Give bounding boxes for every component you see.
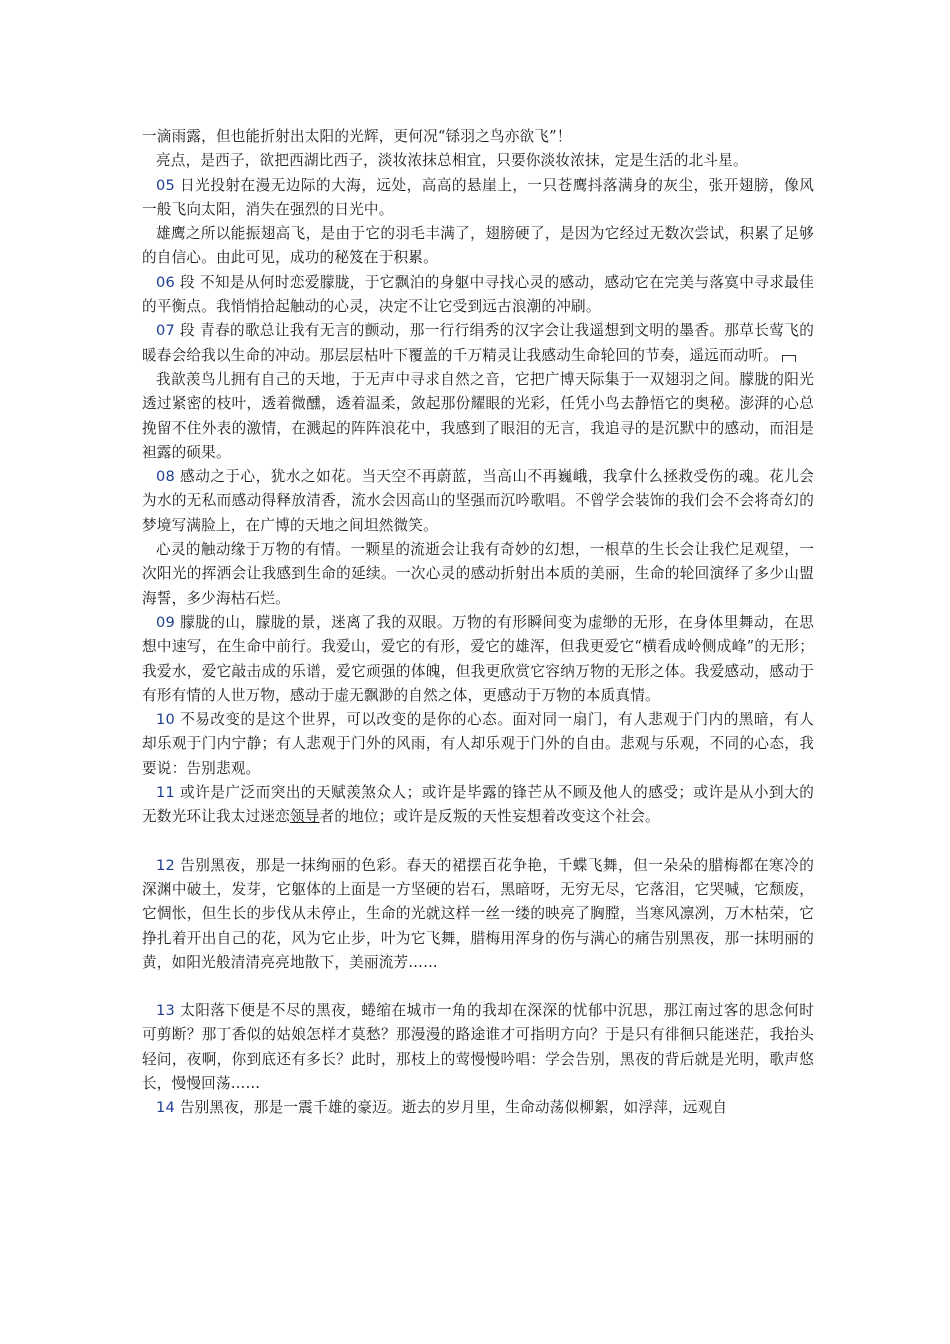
leader-link[interactable]: 领导 — [289, 808, 320, 826]
paragraph-number: 05 — [156, 176, 181, 194]
paragraph-9: 心灵的触动缘于万物的有情。一颗星的流逝会让我有奇妙的幻想，一根草的生长会让我伫足观望，一次阳光的挥洒会让我感到生命的延续。一次心灵的感动折射出本质的美丽，生命的轮回演绎了多少山盟海誓，多少海枯石烂。 — [142, 541, 814, 607]
paragraph-number: 07 — [156, 322, 180, 340]
paragraph-7: 我歆羡鸟儿拥有自己的天地，于无声中寻求自然之音，它把广博天际集于一双翅羽之间。朦胧的阳光透过紧密的枝叶，透着微醺，透着温柔，敛起那份耀眼的光彩，任凭小鸟去静悟它的奥秘。澎湃的心总挽留不住外表的激情，在溅起的阵阵浪花中，我感到了眼泪的无言，我追寻的是沉默中的感动，而泪是袒露的硕果。 — [142, 370, 814, 461]
paragraph-number: 06 — [156, 273, 180, 291]
paragraph-05: 05 日光投射在漫无边际的大海，远处，高高的悬崖上，一只苍鹰抖落满身的灰尘，张开翅膀，像风一般飞向太阳，消失在强烈的日光中。 — [142, 176, 815, 218]
paragraph-2: 亮点，是西子，欲把西湖比西子，淡妆浓抹总相宜，只要你淡妆浓抹，定是生活的北斗星。 — [156, 152, 748, 170]
paragraph-10: 10 不易改变的是这个世界，可以改变的是你的心态。面对同一扇门，有人悲观于门内的黑暗，有人却乐观于门内宁静；有人悲观于门外的风雨，有人却乐观于门外的自由。悲观与乐观，不同的心态，我要说：告别悲观。 — [142, 711, 815, 777]
paragraph-number: 08 — [156, 468, 181, 486]
paragraph-12: 12 告别黑夜，那是一抹绚丽的色彩。春天的裙摆百花争艳，千蝶飞舞，但一朵朵的腊梅都在寒冷的深渊中破土，发芽，它躯体的上面是一方坚硬的岩石，黑暗呀，无穷无尽，它落泪，它哭喊，它颓废，它惆怅，但生长的步伐从未停止，生命的光就这样一丝一缕的映亮了胸膛，当寒风凛冽，万木枯荣，它挣扎着开出自己的花，风为它止步，叶为它飞舞，腊梅用浑身的伤与满心的痛告别黑夜，那一抹明丽的黄，如阳光般清清亮亮地散下，美丽流芳…… — [142, 856, 815, 971]
paragraph-11: 11 或许是广泛而突出的天赋羡煞众人；或许是毕露的锋芒从不顾及他人的感受；或许是从小到大的无数光环让我太过迷恋领导者的地位；或许是反叛的天性妄想着改变这个社会。 — [142, 784, 815, 826]
paragraph-mark-icon — [782, 355, 796, 362]
paragraph-number: 10 — [156, 711, 181, 729]
paragraph-number: 11 — [156, 784, 181, 802]
document-page — [142, 125, 814, 1121]
paragraph-08: 08 感动之于心，犹水之如花。当天空不再蔚蓝，当高山不再巍峨，我拿什么拯救受伤的魂。花儿会为水的无私而感动得释放清香，流水会因高山的坚强而沉吟歌唱。不曾学会装饰的我们会不会将奇幻的梦境写满脸上，在广博的天地之间坦然微笑。 — [142, 468, 815, 534]
paragraph-06: 06 段 不知是从何时恋爱朦胧，于它飘泊的身躯中寻找心灵的感动，感动它在完美与落寞中寻求最佳的平衡点。我悄悄拾起触动的心灵，决定不让它受到远古浪潮的冲刷。 — [142, 273, 814, 316]
blank-line — [142, 830, 814, 854]
paragraph-13: 13 太阳落下便是不尽的黑夜，蜷缩在城市一角的我却在深深的忧郁中沉思，那江南过客的思念何时可剪断？那丁香似的姑娘怎样才莫愁？那漫漫的路途谁才可指明方向？于是只有徘徊只能迷茫，我抬头轻问，夜啊，你到底还有多长？此时，那枝上的莺慢慢吟唱：学会告别，黑夜的背后就是光明，歌声悠长，慢慢回荡…… — [142, 1002, 815, 1092]
paragraph-number: 12 — [156, 856, 181, 874]
paragraph-number: 14 — [156, 1099, 180, 1117]
blank-line — [142, 975, 814, 999]
paragraph-number: 13 — [156, 1002, 181, 1020]
paragraph-14: 14 告别黑夜，那是一震千雄的豪迈。逝去的岁月里，生命动荡似柳絮，如浮萍，远观自 — [156, 1099, 728, 1117]
paragraph-07: 07 段 青春的歌总让我有无言的颤动，那一行行绢秀的汉字会让我遥想到文明的墨香。那草长莺飞的暖春会给我以生命的冲动。那层层枯叶下覆盖的千万精灵让我感动生命轮回的节奏，遥远而动听。 — [142, 322, 814, 364]
paragraph-09: 09 朦胧的山，朦胧的景，迷离了我的双眼。万物的有形瞬间变为虚缈的无形，在身体里舞动，在思想中速写，在生命中前行。我爱山，爱它的有形，爱它的雄浑，但我更爱它“横看成岭侧成峰”的无形；我爱水，爱它敲击成的乐谱，爱它顽强的体魄，但我更欣赏它容纳万物的无形之体。我爱感动，感动于有形有情的人世万物，感动于虚无飘渺的自然之体，更感动于万物的本质真情。 — [142, 613, 815, 704]
paragraph-4: 雄鹰之所以能振翅高飞，是由于它的羽毛丰满了，翅膀硬了，是因为它经过无数次尝试，积累了足够的自信心。由此可见，成功的秘笈在于积累。 — [142, 225, 814, 267]
paragraph-1: 一滴雨露，但也能折射出太阳的光辉，更何况“铩羽之鸟亦欲飞”！ — [142, 128, 572, 145]
paragraph-number: 09 — [156, 613, 181, 631]
